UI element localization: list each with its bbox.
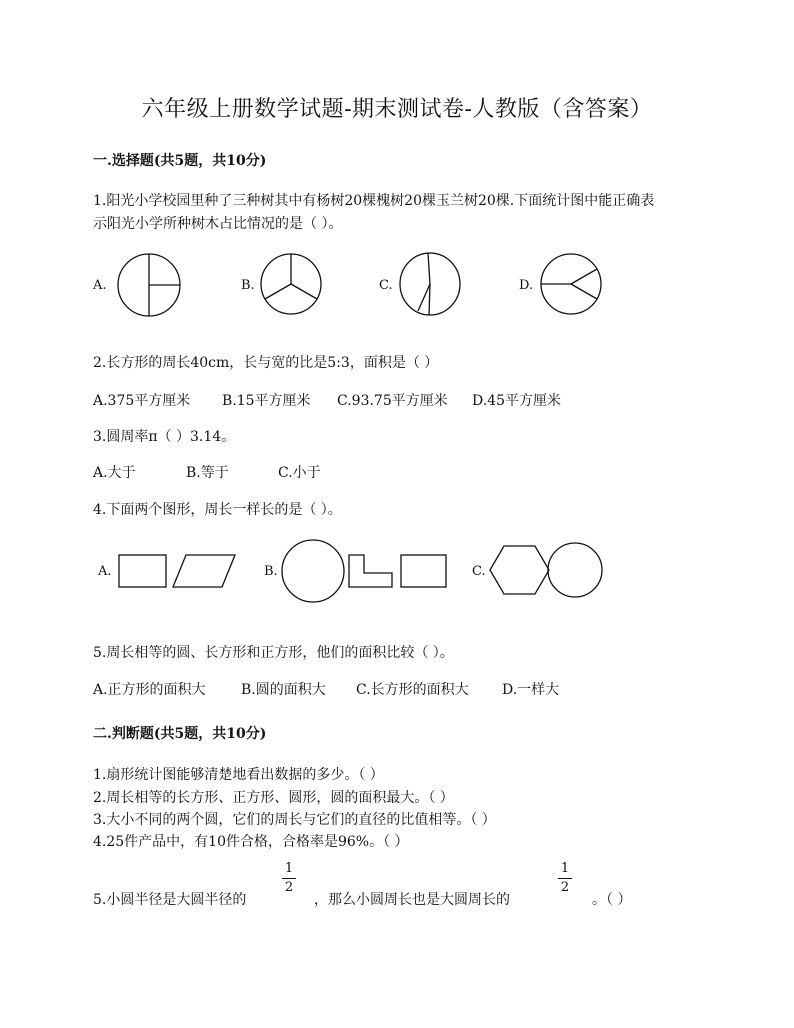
question-3: 3.圆周率π（ ）3.14。 [93, 429, 236, 445]
judgement-item-5-part-3: 。（ ） [592, 892, 632, 908]
q2-option-a: A.375平方厘米 [93, 393, 191, 409]
fraction-denominator: 2 [284, 880, 294, 895]
q2-option-c: C.93.75平方厘米 [337, 393, 448, 409]
q5-option-c: C.长方形的面积大 [356, 682, 469, 698]
q5-option-a: A.正方形的面积大 [93, 682, 206, 698]
question-5: 5.周长相等的圆、长方形和正方形，他们的面积比较（ ）。 [93, 645, 454, 661]
q5-option-d: D.一样大 [502, 682, 560, 698]
fraction-bar [282, 878, 296, 879]
q1-option-c-pie-figure [398, 251, 462, 317]
q4-option-c-figures [488, 544, 606, 600]
q3-option-c: C.小于 [278, 465, 321, 481]
q4-option-a-label: A. [98, 564, 112, 579]
q1-option-c-label: C. [379, 278, 393, 293]
judgement-item-5-part-2: ，那么小圆周长也是大圆周长的 [314, 892, 510, 908]
q4-option-c-label: C. [472, 564, 486, 579]
question-2: 2.长方形的周长40cm，长与宽的比是5:3，面积是（ ） [93, 355, 439, 371]
judgement-item-1: 1.扇形统计图能够清楚地看出数据的多少。（ ） [93, 767, 384, 783]
question-1-line-1: 1.阳光小学校园里种了三种树其中有杨树20棵槐树20棵玉兰树20棵.下面统计图中能正确表 [93, 193, 655, 209]
q3-option-a: A.大于 [93, 465, 136, 481]
q4-option-b-label: B. [264, 564, 278, 579]
q1-option-a-pie-figure [116, 252, 182, 318]
judgement-item-5-part-1: 5.小圆半径是大圆半径的 [93, 892, 247, 908]
q2-option-d: D.45平方厘米 [472, 393, 561, 409]
question-4: 4.下面两个图形，周长一样长的是（ ）。 [93, 502, 342, 518]
page-title: 六年级上册数学试题-期末测试卷-人教版（含答案） [141, 97, 653, 122]
q1-option-d-label: D. [519, 278, 534, 293]
q5-option-b: B.圆的面积大 [241, 682, 326, 698]
q4-option-a-figures [118, 554, 238, 588]
q1-option-b-label: B. [241, 278, 255, 293]
judgement-item-4: 4.25件产品中，有10件合格，合格率是96%。（ ） [93, 834, 409, 850]
q2-option-b: B.15平方厘米 [222, 393, 311, 409]
q3-option-b: B.等于 [186, 465, 229, 481]
fraction-numerator: 1 [560, 861, 570, 876]
fraction-denominator: 2 [560, 880, 570, 895]
fraction-numerator: 1 [284, 861, 294, 876]
q1-option-d-pie-figure [539, 252, 603, 316]
q1-option-a-label: A. [93, 278, 107, 293]
fraction-bar [558, 878, 572, 879]
q1-option-b-pie-figure [259, 252, 323, 316]
question-1-line-2: 示阳光小学所种树木占比情况的是（ ）。 [93, 216, 343, 232]
section-heading-true-false: 二.判断题(共5题，共10分) [93, 726, 267, 742]
q4-option-b-figures [281, 539, 449, 603]
judgement-item-3: 3.大小不同的两个圆，它们的周长与它们的直径的比值相等。（ ） [93, 812, 496, 828]
fraction-one-half-1 [282, 862, 296, 895]
judgement-item-2: 2.周长相等的长方形、正方形、圆形，圆的面积最大。（ ） [93, 790, 454, 806]
fraction-one-half-2 [558, 862, 572, 895]
section-heading-choice: 一.选择题(共5题，共10分) [93, 153, 267, 169]
